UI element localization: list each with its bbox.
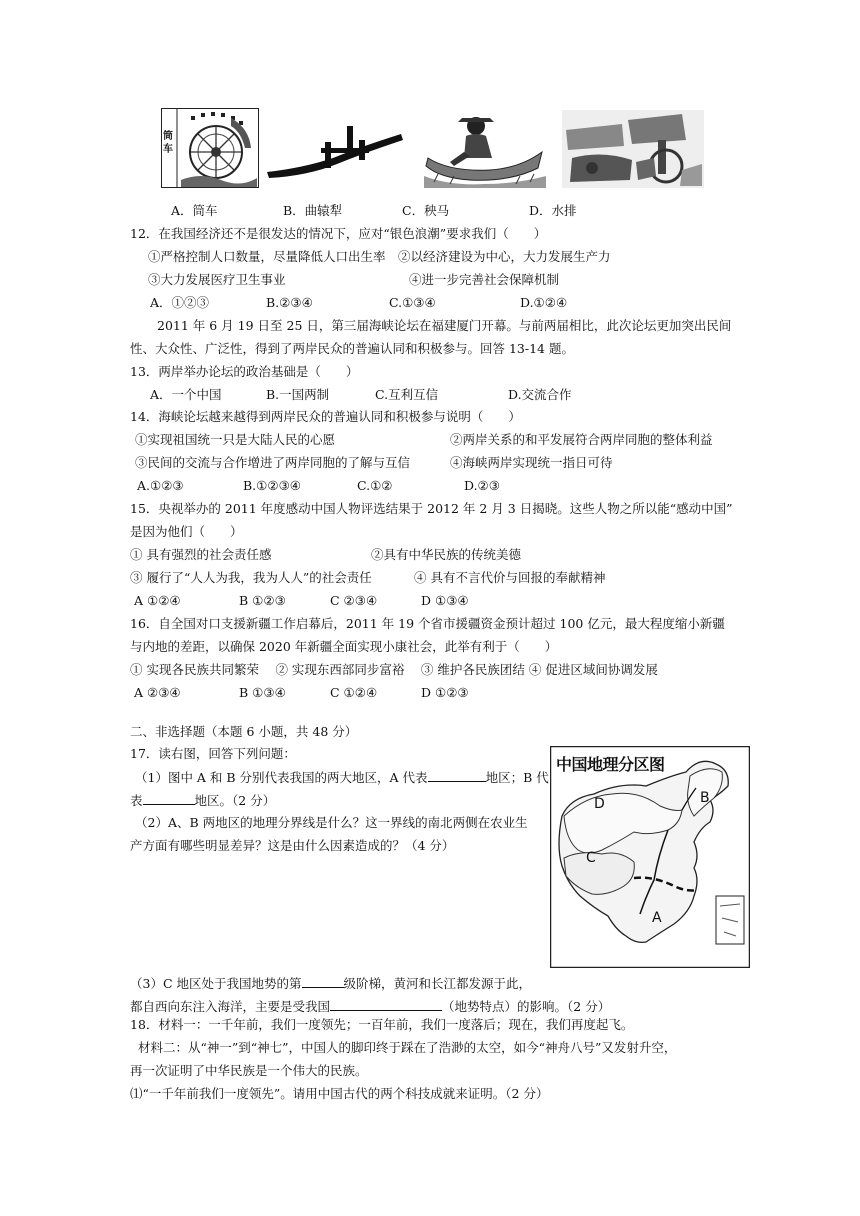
q11-option-b: B．曲辕犁 (283, 203, 343, 218)
q11-option-a: A．筒车 (171, 203, 218, 218)
q17-stem: 17．读右图，回答下列问题： (130, 746, 296, 761)
image-yangma (420, 112, 549, 190)
china-regions-map (550, 746, 750, 968)
passage-line1: 2011 年 6 月 19 日至 25 日，第三届海峡论坛在福建厦门开幕。与前两届相比，此次论坛更加突出民间 (157, 318, 732, 333)
q16-stem-line2: 与内地的差距，以确保 2020 年新疆全面实现小康社会，此举有利于（ ） (130, 639, 558, 654)
map-title: 中国地理分区图 (556, 755, 665, 774)
section-2-heading: 二、非选择题（本题 6 小题，共 48 分） (130, 724, 358, 739)
q17-part3-text-b: 级阶梯，黄河和长江都发源于此， (343, 976, 532, 991)
q17-part3-text-c: 都自西向东注入海洋，主要是受我国 (130, 999, 331, 1014)
q18-material-2-line1: 材料二：从“神一”到“神七”，中国人的脚印终于踩在了浩渺的太空，如今“神舟八号”又发射升空， (138, 1040, 677, 1055)
q15-option-b: B ①②③ (239, 593, 286, 608)
q17-part1-text-a: （1）图中 A 和 B 分别代表我国的两大地区，A 代表 (135, 770, 428, 785)
map-label-b: B (700, 790, 710, 806)
q15-option-a: A ①②④ (134, 593, 181, 608)
q15-option-d: D ①③④ (421, 593, 469, 608)
q11-option-d: D．水排 (529, 203, 577, 218)
q16-option-d: D ①②③ (421, 685, 469, 700)
q14-option-d: D.②③ (464, 478, 500, 493)
q16-option-c: C ①②④ (330, 685, 378, 700)
q12-option-b: B.②③④ (266, 295, 313, 310)
map-label-a: A (652, 910, 662, 926)
q13-stem: 13．两岸举办论坛的政治基础是（ ） (130, 364, 359, 379)
q17-part1-text-b: 地区；B 代 (485, 770, 549, 785)
q15-option-c: C ②③④ (330, 593, 378, 608)
q17-blank-c[interactable] (302, 975, 344, 988)
q17-part3-line2 (130, 998, 610, 1015)
image-quyuanli (263, 122, 409, 178)
q17-part2-line1: （2）A、B 两地区的地理分界线是什么？这一界线的南北两侧在农业生 (135, 815, 528, 830)
q15-statement-1: ① 具有强烈的社会责任感 (130, 547, 272, 562)
q17-blank-a[interactable] (428, 769, 486, 782)
q14-option-b: B.①②③④ (243, 478, 301, 493)
q14-statement-2: ②两岸关系的和平发展符合两岸同胞的整体利益 (450, 432, 713, 447)
passage-line2: 性、大众性、广泛性，得到了两岸民众的普遍认同和积极参与。回答 13-14 题。 (130, 341, 574, 356)
q15-stem-line2: 是因为他们（ ） (130, 524, 243, 539)
q12-option-c: C.①③④ (389, 295, 436, 310)
q15-statement-4: ④ 具有不言代价与回报的奉献精神 (414, 570, 606, 585)
q17-part3-line1 (130, 975, 531, 992)
q14-statement-3: ③民间的交流与合作增进了两岸同胞的了解与互信 (135, 455, 411, 470)
q17-part1-text-c: 表 (130, 793, 143, 808)
q12-option-d: D.①②④ (520, 295, 568, 310)
q14-option-c: C.①② (357, 478, 393, 493)
q17-part3-text-a: （3）C 地区处于我国地势的第 (130, 976, 302, 991)
q17-blank-b[interactable] (143, 792, 195, 805)
q16-stem-line1: 16．自全国对口支援新疆工作启幕后，2011 年 19 个省市援疆资金预计超过 100 亿元，最大程度缩小新疆 (130, 616, 725, 631)
q12-statement-4: ④进一步完善社会保障机制 (409, 272, 560, 287)
q11-option-c: C．秧马 (402, 203, 450, 218)
q17-blank-d[interactable] (330, 998, 442, 1011)
image-caption-tongche: 筒车 (163, 131, 173, 155)
q16-option-b: B ①③④ (239, 685, 286, 700)
q17-part1-line1 (135, 769, 549, 786)
q12-statements-line1: ①严格控制人口数量，尽量降低人口出生率 ②以经济建设为中心，大力发展生产力 (148, 249, 611, 264)
q17-part1-line2 (130, 792, 275, 809)
q12-stem: 12．在我国经济还不是很发达的情况下，应对“银色浪潮”要求我们（ ） (130, 226, 547, 241)
q15-stem-line1: 15．央视举办的 2011 年度感动中国人物评选结果于 2012 年 2 月 3 日揭晓。这些人物之所以能“感动中国” (130, 501, 733, 516)
q14-statement-4: ④海峡两岸实现统一指日可待 (450, 455, 613, 470)
q18-part1: ⑴“一千年前我们一度领先”。请用中国古代的两个科技成就来证明。（2 分） (130, 1086, 549, 1101)
q17-part1-text-d: 地区。（2 分） (194, 793, 276, 808)
q17-part3-text-d: （地势特点）的影响。（2 分） (442, 999, 611, 1014)
q13-option-d: D.交流合作 (508, 387, 572, 402)
image-tongche (161, 108, 259, 188)
q14-option-a: A.①②③ (137, 478, 184, 493)
q14-stem: 14．海峡论坛越来越得到两岸民众的普遍认同和积极参与说明（ ） (130, 409, 521, 424)
q15-statement-3: ③ 履行了“人人为我，我为人人”的社会责任 (130, 570, 372, 585)
q18-material-2-line2: 再一次证明了中华民族是一个伟大的民族。 (130, 1063, 368, 1078)
q13-option-c: C.互利互信 (375, 387, 439, 402)
map-label-c: C (586, 850, 596, 866)
q17-part2-line2: 产方面有哪些明显差异？这是由什么因素造成的？（4 分） (130, 838, 455, 853)
q13-option-b: B.一国两制 (266, 387, 330, 402)
image-shuipai (562, 110, 704, 188)
q14-statement-1: ①实现祖国统一只是大陆人民的心愿 (135, 432, 336, 447)
q15-statement-2: ②具有中华民族的传统美德 (371, 547, 522, 562)
q16-option-a: A ②③④ (134, 685, 181, 700)
q16-statements: ① 实现各民族共同繁荣 ② 实现东西部同步富裕 ③ 维护各民族团结 ④ 促进区域间协调发展 (130, 662, 658, 677)
q13-option-a: A．一个中国 (150, 387, 222, 402)
map-label-d: D (594, 796, 605, 812)
q12-option-a: A．①②③ (150, 295, 210, 310)
q12-statement-3: ③大力发展医疗卫生事业 (148, 272, 286, 287)
q18-material-1: 18．材料一：一千年前，我们一度领先；一百年前，我们一度落后；现在，我们再度起飞。 (130, 1017, 634, 1032)
